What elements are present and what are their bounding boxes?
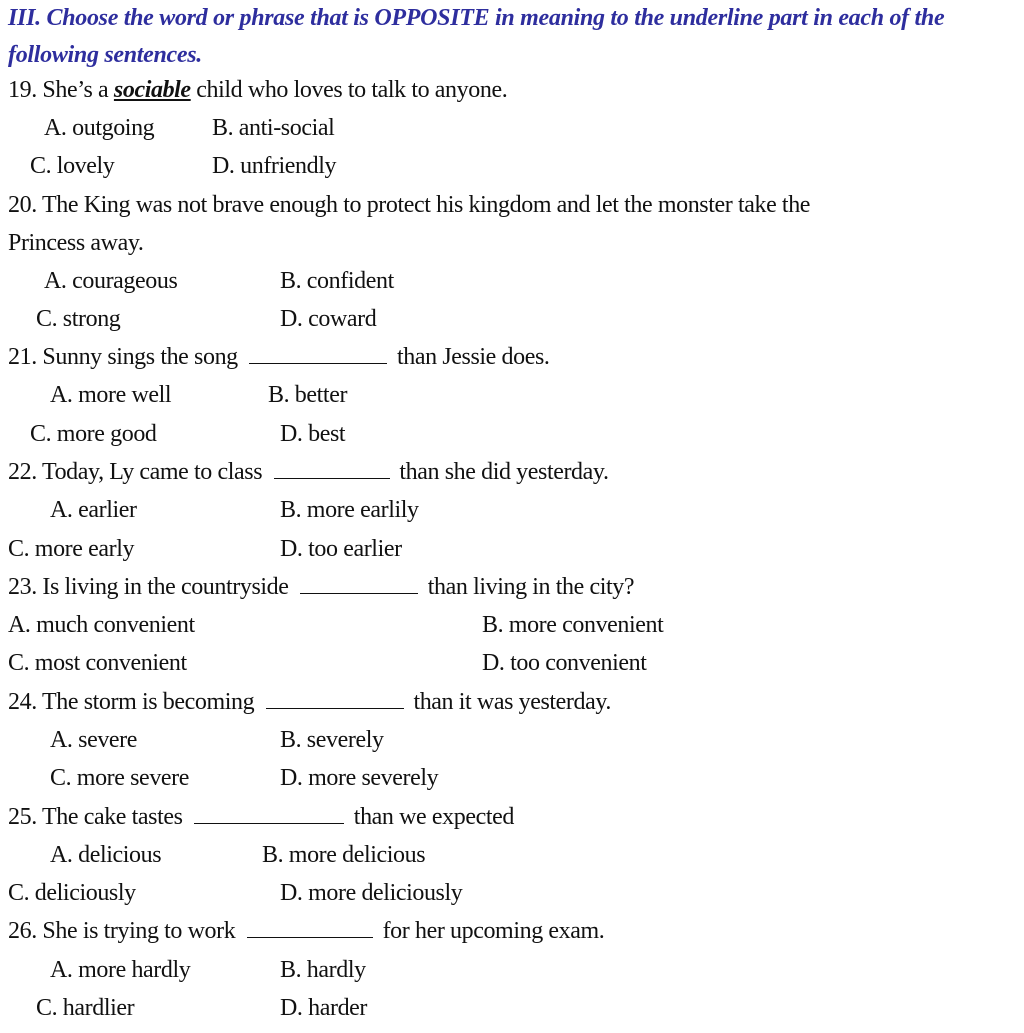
question-text: The King was not brave enough to protect his kingdom and let the monster take the (41, 192, 811, 218)
option-26-b[interactable]: B. hardly (280, 957, 366, 983)
question-number: 23. (8, 574, 37, 600)
option-25-d[interactable]: D. more deliciously (280, 880, 463, 906)
option-22-c[interactable]: C. more early (8, 536, 135, 562)
question-text-after: than we expected (353, 804, 514, 830)
option-23-c[interactable]: C. most convenient (8, 650, 187, 676)
option-25-c[interactable]: C. deliciously (8, 880, 136, 906)
question-text-before: She’s a (42, 77, 109, 103)
option-22-a[interactable]: A. earlier (50, 497, 137, 523)
question-22 (8, 457, 609, 487)
question-number: 25. (8, 804, 37, 830)
question-number: 26. (8, 918, 37, 944)
question-number: 22. (8, 459, 37, 485)
option-22-b[interactable]: B. more earlily (280, 497, 419, 523)
option-19-a[interactable]: A. outgoing (44, 115, 155, 141)
option-26-c[interactable]: C. hardlier (36, 995, 135, 1021)
option-20-a[interactable]: A. courageous (44, 268, 178, 294)
question-20-line-2: Princess away. (8, 230, 144, 256)
option-21-c[interactable]: C. more good (30, 421, 157, 447)
answer-blank (194, 805, 344, 824)
question-text-after: than living in the city? (427, 574, 635, 600)
option-25-b[interactable]: B. more delicious (262, 842, 426, 868)
question-21 (8, 342, 550, 372)
answer-blank (247, 919, 373, 938)
question-text-before: The cake tastes (41, 804, 183, 830)
option-21-a[interactable]: A. more well (50, 382, 172, 408)
section-heading: III. Choose the word or phrase that is OPPOSITE in meaning to the underline part in each of the following sentences. (8, 5, 945, 68)
option-21-d[interactable]: D. best (280, 421, 346, 447)
option-24-b[interactable]: B. severely (280, 727, 384, 753)
answer-blank (266, 690, 404, 709)
question-19 (8, 75, 507, 105)
option-24-c[interactable]: C. more severe (50, 765, 190, 791)
option-24-a[interactable]: A. severe (50, 727, 138, 753)
option-25-a[interactable]: A. delicious (50, 842, 162, 868)
question-23 (8, 572, 634, 602)
question-24 (8, 687, 611, 717)
question-number: 21. (8, 344, 37, 370)
question-text-before: Is living in the countryside (42, 574, 289, 600)
question-25 (8, 802, 514, 832)
option-19-c[interactable]: C. lovely (30, 153, 115, 179)
question-text-after: than she did yesterday. (399, 459, 609, 485)
option-26-d[interactable]: D. harder (280, 995, 368, 1021)
option-19-b[interactable]: B. anti-social (212, 115, 335, 141)
question-number: 24. (8, 689, 37, 715)
question-text-before: Sunny sings the song (42, 344, 238, 370)
question-20-line-1 (8, 190, 810, 220)
question-text-after: child who loves to talk to anyone. (196, 77, 508, 103)
option-20-c[interactable]: C. strong (36, 306, 121, 332)
option-23-d[interactable]: D. too convenient (482, 650, 647, 676)
question-number: 19. (8, 77, 37, 103)
question-number: 20. (8, 192, 37, 218)
option-22-d[interactable]: D. too earlier (280, 536, 402, 562)
question-text-after: than Jessie does. (397, 344, 550, 370)
question-26 (8, 916, 604, 946)
option-24-d[interactable]: D. more severely (280, 765, 439, 791)
underlined-word: sociable (113, 77, 191, 103)
option-23-a[interactable]: A. much convenient (8, 612, 195, 638)
question-text-before: The storm is becoming (41, 689, 255, 715)
option-26-a[interactable]: A. more hardly (50, 957, 191, 983)
option-20-d[interactable]: D. coward (280, 306, 377, 332)
answer-blank (300, 575, 418, 594)
question-text-before: Today, Ly came to class (41, 459, 263, 485)
option-20-b[interactable]: B. confident (280, 268, 394, 294)
option-21-b[interactable]: B. better (268, 382, 348, 408)
answer-blank (274, 460, 390, 479)
option-19-d[interactable]: D. unfriendly (212, 153, 337, 179)
question-text-before: She is trying to work (42, 918, 236, 944)
option-23-b[interactable]: B. more convenient (482, 612, 664, 638)
answer-blank (249, 345, 387, 364)
question-text-after: for her upcoming exam. (382, 918, 605, 944)
question-text-after: than it was yesterday. (413, 689, 612, 715)
